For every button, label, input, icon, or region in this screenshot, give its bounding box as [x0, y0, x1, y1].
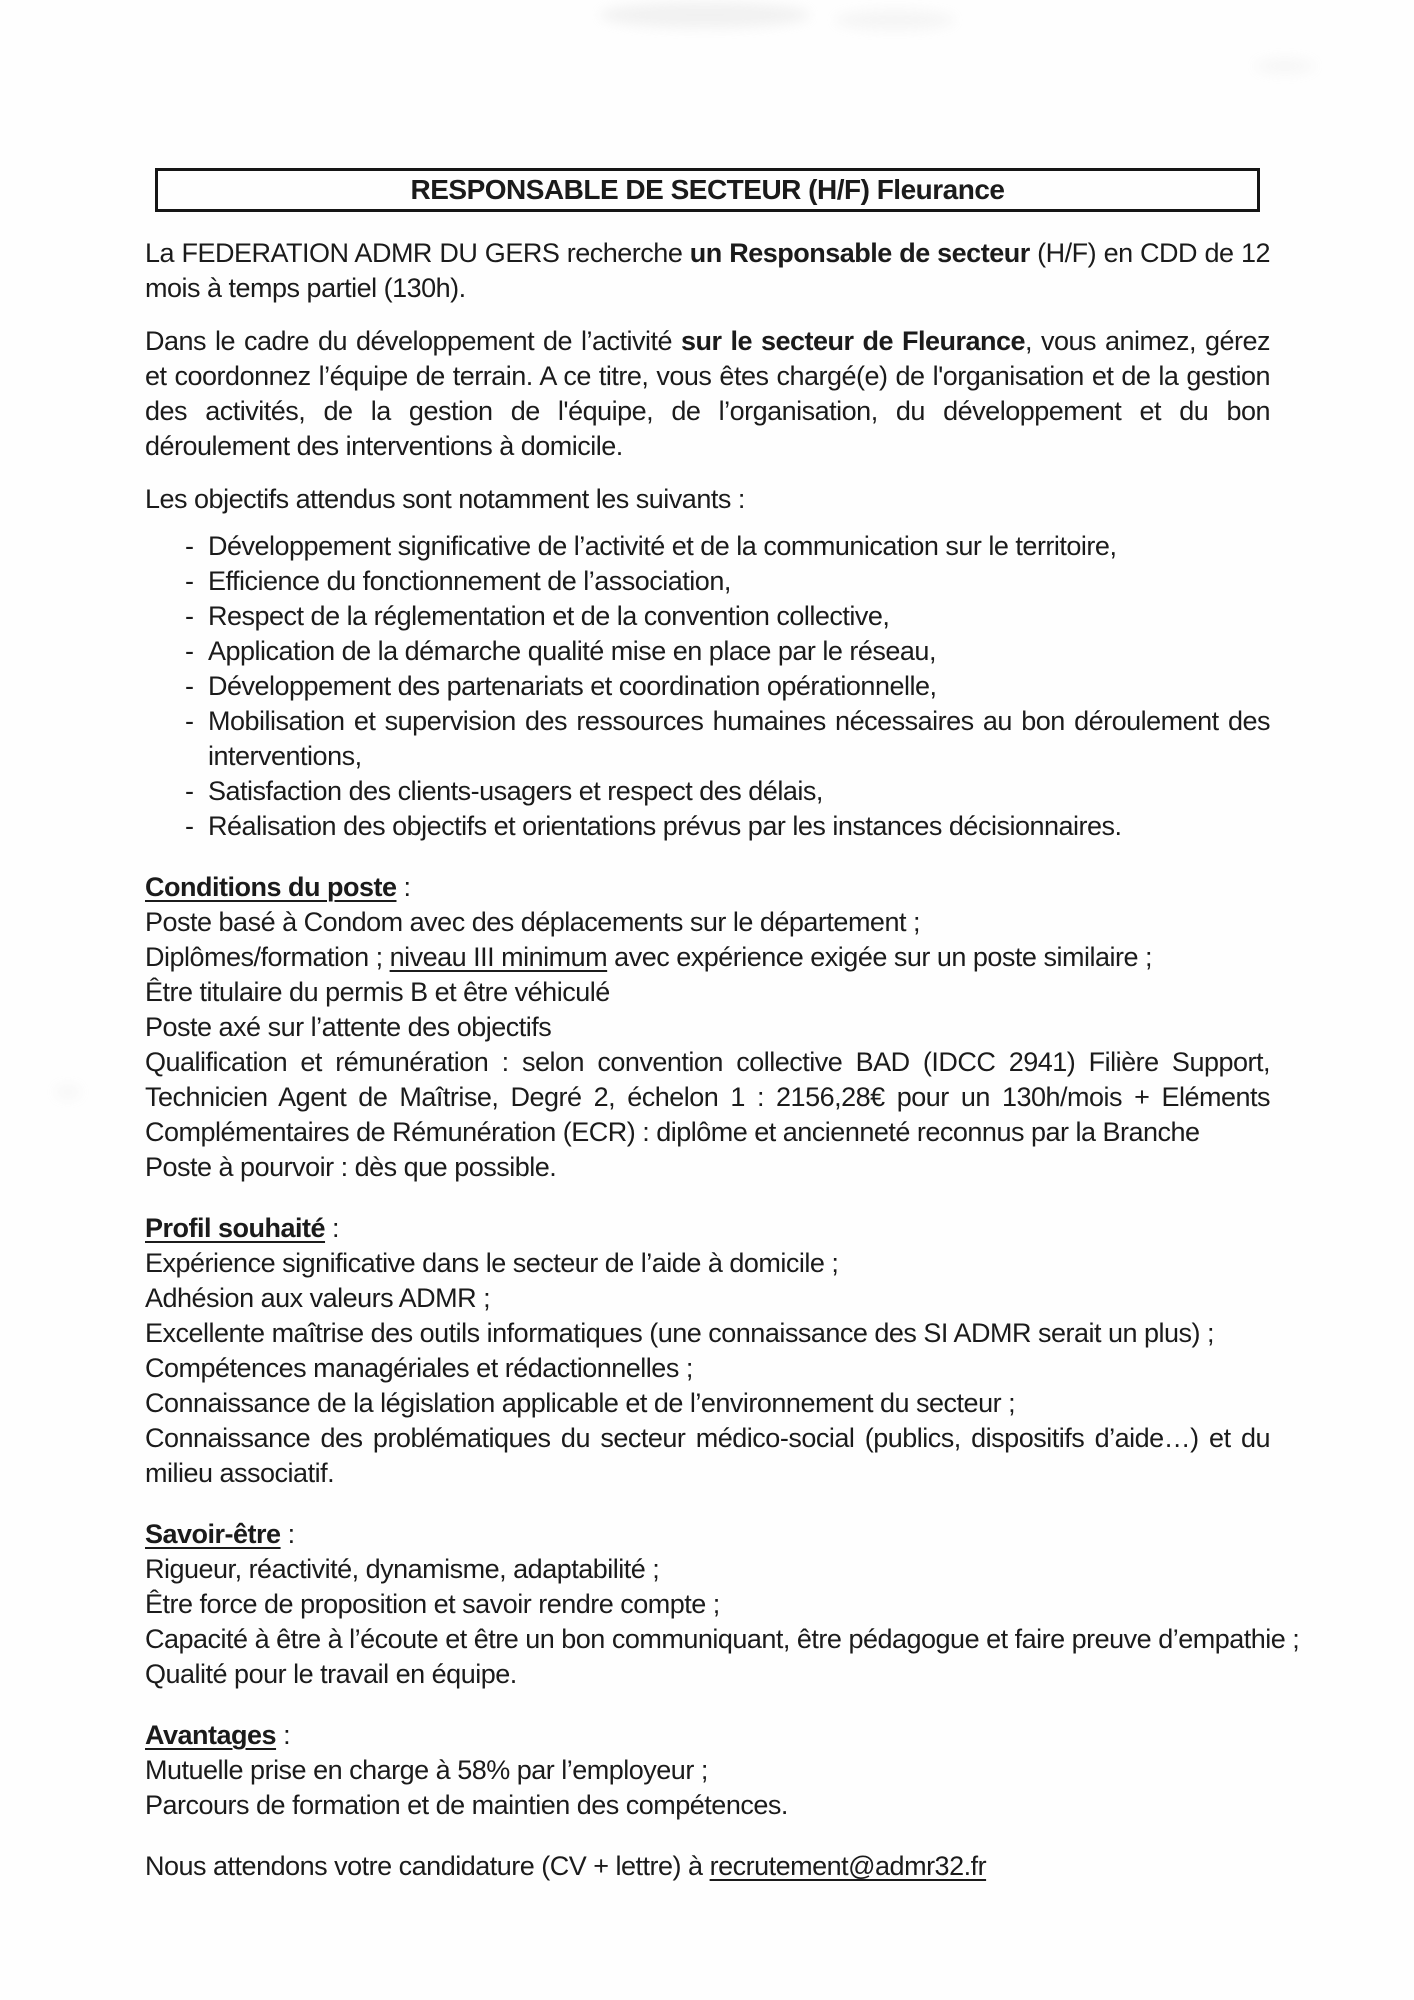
conditions-line [145, 940, 1270, 975]
intro-p1-text-1: La FEDERATION ADMR DU GERS recherche [145, 238, 690, 268]
objective-item: - Développement significative de l’activité et de la communication sur le territoire, [145, 529, 1270, 564]
objective-item: - Efficience du fonctionnement de l’association, [145, 564, 1270, 599]
intro-p2-bold: sur le secteur de Fleurance [681, 326, 1026, 356]
section-avantages [145, 1718, 1270, 1823]
section-conditions [145, 870, 1270, 1185]
conditions-line2-text-2: avec expérience exigée sur un poste similaire ; [607, 942, 1152, 972]
profil-line: Excellente maîtrise des outils informatiques (une connaissance des SI ADMR serait un plus) ; [145, 1318, 1215, 1348]
savoir-line: Qualité pour le travail en équipe. [145, 1659, 517, 1689]
avantages-heading-line [145, 1718, 1270, 1753]
scan-artifact [835, 10, 955, 30]
section-profil [145, 1211, 1270, 1491]
profil-line: Expérience significative dans le secteur de l’aide à domicile ; [145, 1248, 839, 1278]
avantages-heading: Avantages [145, 1720, 277, 1750]
objectives-lead: Les objectifs attendus sont notamment les suivants : [145, 484, 745, 514]
conditions-line: Poste à pourvoir : dès que possible. [145, 1152, 557, 1182]
profil-heading-line [145, 1211, 1270, 1246]
scan-artifact [55, 1085, 81, 1099]
intro-paragraph-2 [145, 324, 1270, 464]
conditions-line: Poste basé à Condom avec des déplacements sur le département ; [145, 907, 920, 937]
savoir-heading-colon: : [280, 1519, 295, 1549]
objective-item: - Application de la démarche qualité mise en place par le réseau, [145, 634, 1270, 669]
intro-p1-bold: un Responsable de secteur [689, 238, 1030, 268]
objective-item: - Réalisation des objectifs et orientations prévus par les instances décisionnaires. [145, 809, 1270, 844]
closing-text: Nous attendons votre candidature (CV + lettre) à [145, 1851, 710, 1881]
profil-heading: Profil souhaité [145, 1213, 326, 1243]
objective-item: - Respect de la réglementation et de la convention collective, [145, 599, 1270, 634]
objective-item: - Satisfaction des clients-usagers et respect des délais, [145, 774, 1270, 809]
conditions-heading-line [145, 870, 1270, 905]
savoir-heading: Savoir-être [145, 1519, 281, 1549]
conditions-heading-colon: : [396, 872, 411, 902]
conditions-line2-text-1: Diplômes/formation ; [145, 942, 390, 972]
savoir-line: Être force de proposition et savoir rendre compte ; [145, 1589, 720, 1619]
closing-line [145, 1849, 1270, 1884]
scan-artifact [1255, 58, 1315, 74]
objectives-list [145, 529, 1270, 844]
conditions-heading: Conditions du poste [145, 872, 397, 902]
intro-p1-text-2: (H/F) en CDD de 12 mois à temps partiel (130h). [145, 238, 1270, 303]
profil-line: Connaissance de la législation applicable et de l’environnement du secteur ; [145, 1388, 1016, 1418]
conditions-line: Être titulaire du permis B et être véhiculé [145, 977, 610, 1007]
profil-heading-colon: : [325, 1213, 340, 1243]
profil-line: Connaissance des problématiques du secteur médico-social (publics, dispositifs d’aide…) et du milieu associatif. [145, 1423, 1270, 1488]
title-box [155, 168, 1260, 212]
avantages-line: Parcours de formation et de maintien des compétences. [145, 1790, 788, 1820]
scan-artifact [600, 2, 810, 28]
savoir-line: Rigueur, réactivité, dynamisme, adaptabilité ; [145, 1554, 660, 1584]
intro-paragraph-1 [145, 236, 1270, 306]
profil-line: Compétences managériales et rédactionnelles ; [145, 1353, 693, 1383]
objective-item: - Développement des partenariats et coordination opérationnelle, [145, 669, 1270, 704]
conditions-line2-underlined: niveau III minimum [389, 942, 608, 972]
objective-item: - Mobilisation et supervision des ressources humaines nécessaires au bon déroulement des interventions, [145, 704, 1270, 774]
section-savoir-etre [145, 1517, 1300, 1692]
recruitment-email-link[interactable]: recrutement@admr32.fr [709, 1851, 987, 1881]
conditions-line: Qualification et rémunération : selon convention collective BAD (IDCC 2941) Filière Support, Technicien Agent de Maîtrise, Degré 2, échelon 1 : 2156,28€ pour un 130h/mois + Eléments Complémentaires de Rémunération (ECR) : diplôme et ancienneté reconnus par la Branche [145, 1047, 1270, 1147]
avantages-line: Mutuelle prise en charge à 58% par l’employeur ; [145, 1755, 708, 1785]
profil-line: Adhésion aux valeurs ADMR ; [145, 1283, 491, 1313]
savoir-line: Capacité à être à l’écoute et être un bon communiquant, être pédagogue et faire preuve d’empathie ; [145, 1624, 1300, 1654]
savoir-heading-line [145, 1517, 1270, 1552]
page-title: RESPONSABLE DE SECTEUR (H/F) Fleurance [410, 174, 1005, 205]
document-content [145, 168, 1300, 1884]
intro-p2-text-2: , vous animez, gérez et coordonnez l’équipe de terrain. A ce titre, vous êtes chargé(e) de l'organisation et de la gestion des activités, de la gestion de l'équipe, de l’organisation, du développement et du bon déroulement des interventions à domicile. [145, 326, 1271, 461]
intro-p2-text-1: Dans le cadre du développement de l’activité [145, 326, 682, 356]
conditions-line: Poste axé sur l’attente des objectifs [145, 1012, 552, 1042]
avantages-heading-colon: : [276, 1720, 291, 1750]
